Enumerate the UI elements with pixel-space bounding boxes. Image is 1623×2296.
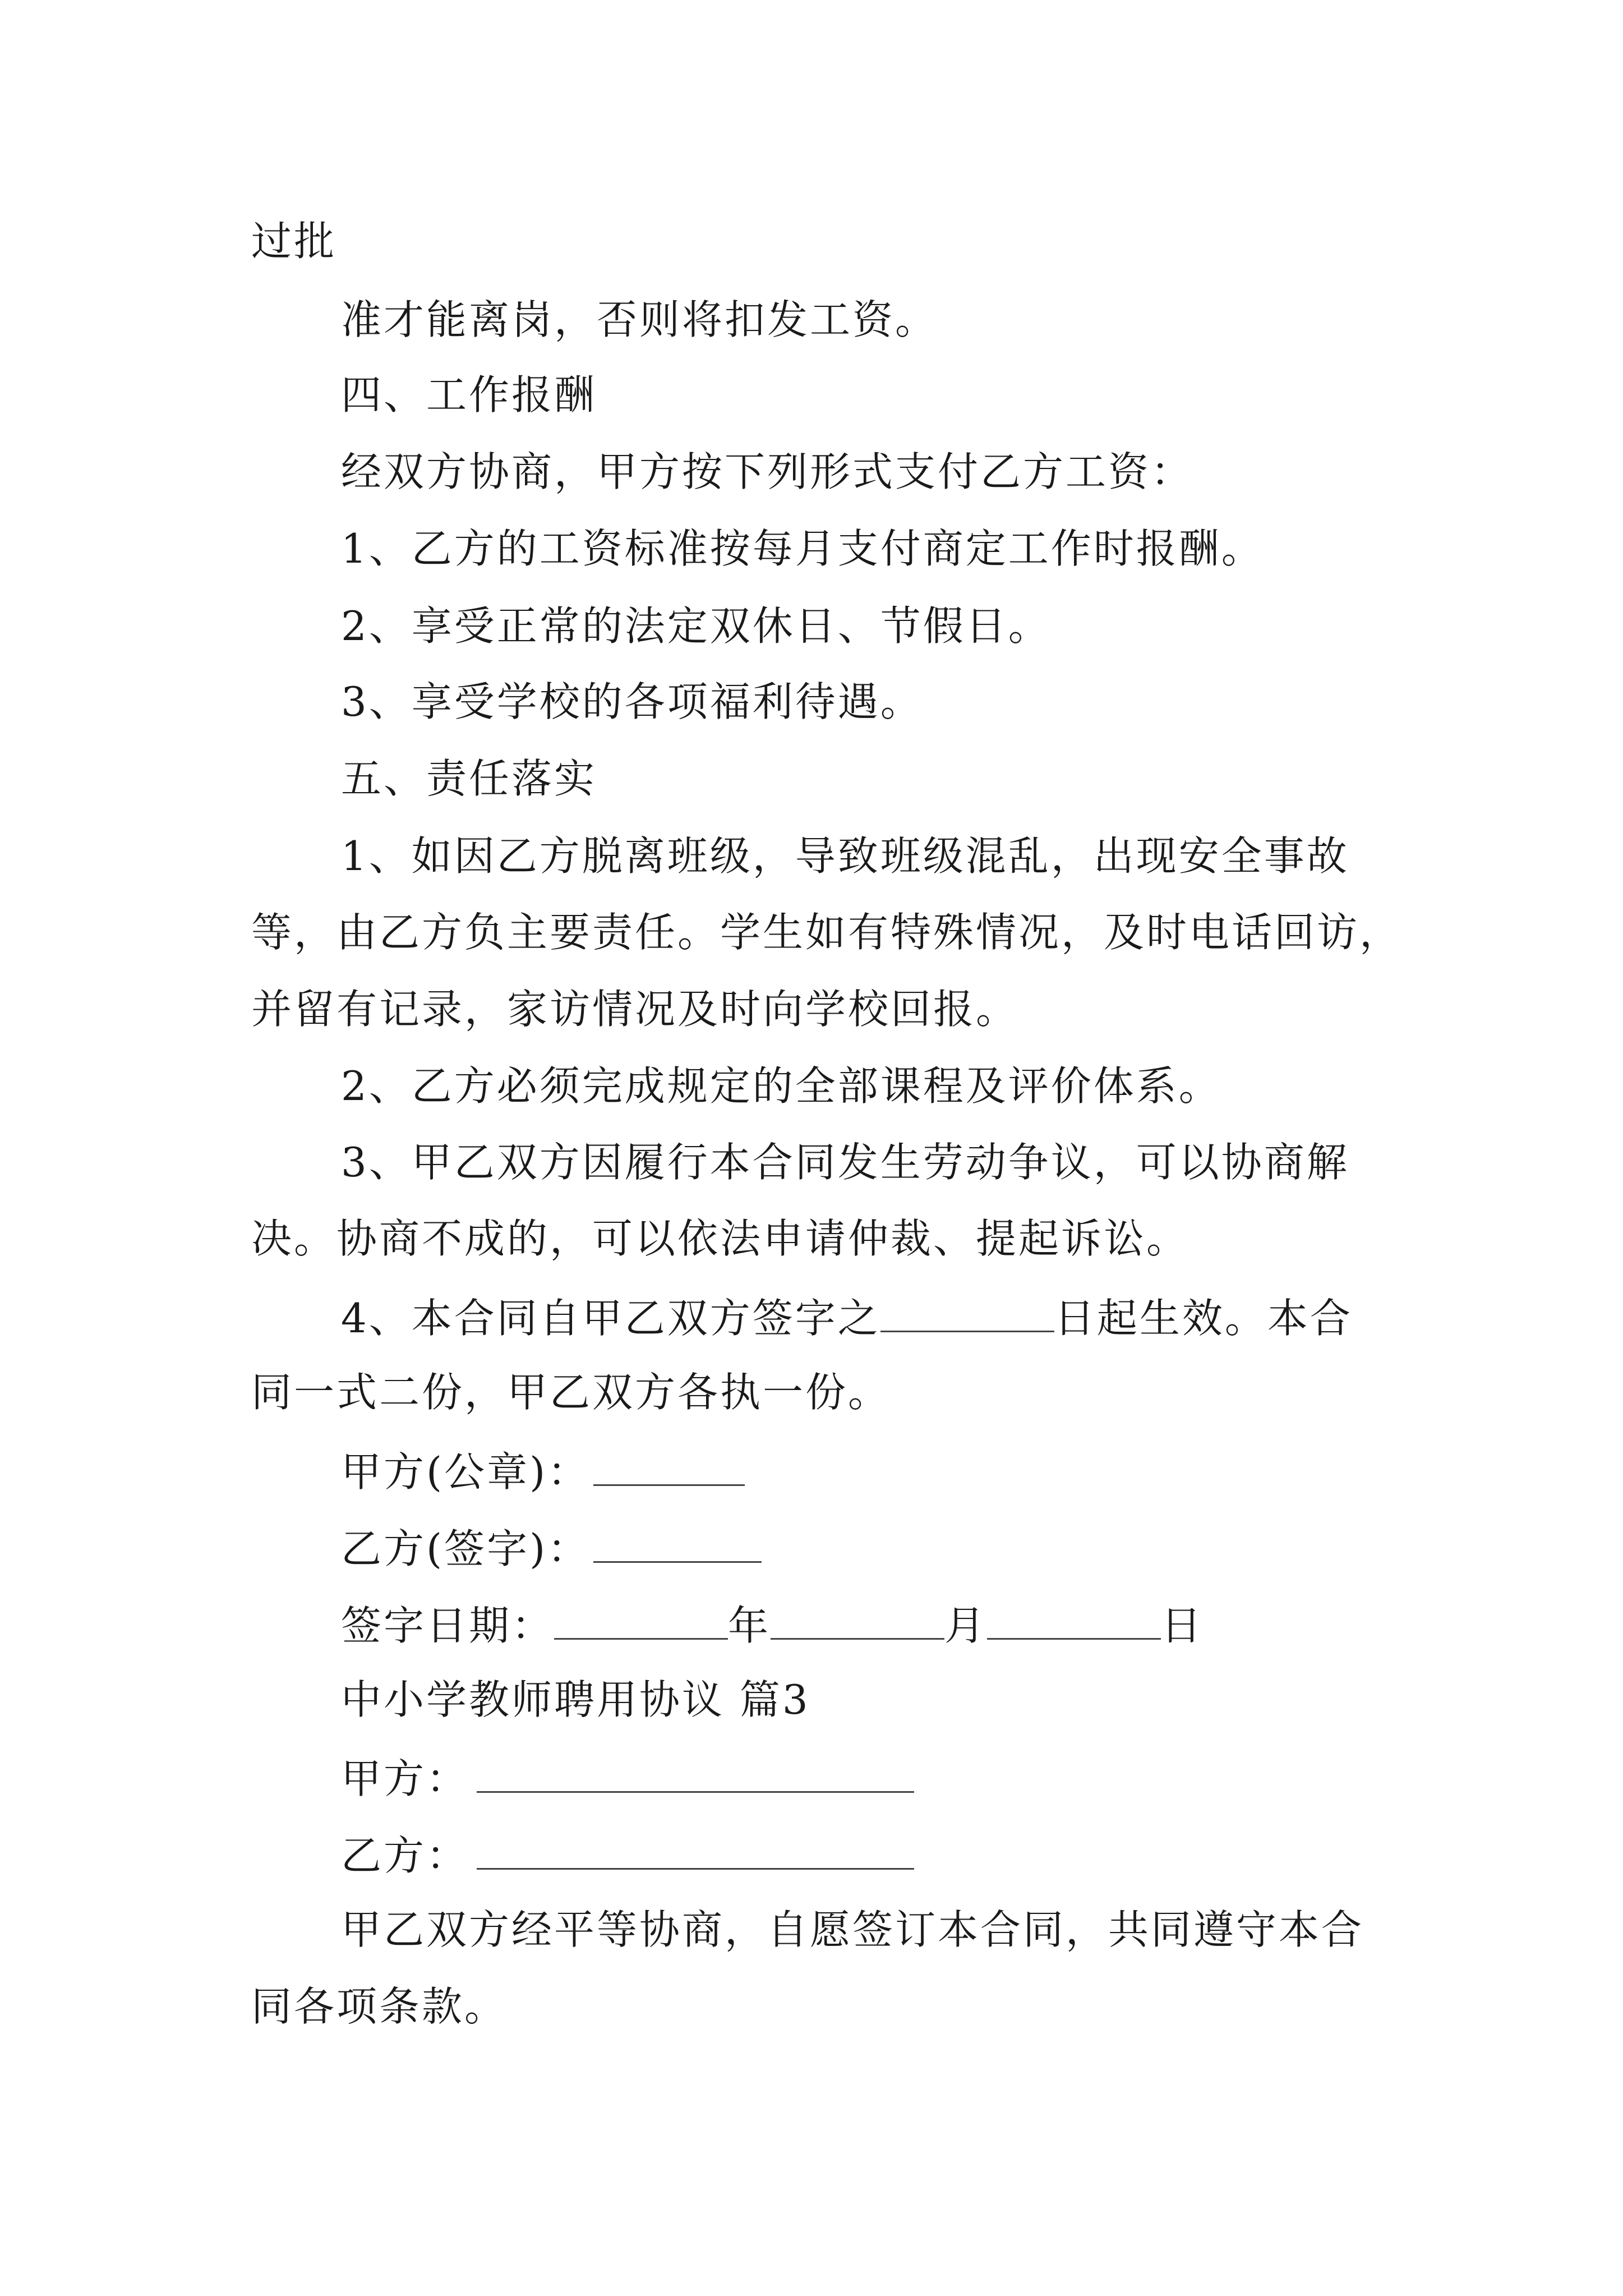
text-line: 准才能离岗，否则将扣发工资。 [341, 296, 938, 343]
effective-clause-after: 日起生效。本合 [1054, 1295, 1353, 1342]
effective-clause [341, 1295, 1353, 1342]
text-line: 同各项条款。 [251, 1983, 508, 2030]
text-line: 1、如因乙方脱离班级，导致班级混乱，出现安全事故 [341, 832, 1349, 880]
party-b-sign-label: 乙方(签字)： [341, 1525, 591, 1572]
text-line: 2、享受正常的法定双休日、节假日。 [341, 602, 1051, 650]
sign-date-line [341, 1602, 1204, 1649]
party-a-label: 甲方： [341, 1755, 469, 1802]
month-blank [771, 1603, 944, 1640]
section-heading: 五、责任落实 [341, 755, 597, 802]
text-line: 决。协商不成的，可以依法申请仲裁、提起诉讼。 [251, 1215, 1189, 1262]
party-a-seal-label: 甲方(公章)： [341, 1448, 591, 1496]
party-b-line [341, 1832, 914, 1879]
text-line: 1、乙方的工资标准按每月支付商定工作时报酬。 [341, 525, 1264, 572]
day-label: 日 [1161, 1602, 1204, 1649]
agreement-title: 中小学教师聘用协议 篇3 [341, 1676, 810, 1723]
text-line: 甲乙双方经平等协商，自愿签订本合同，共同遵守本合 [341, 1906, 1364, 1953]
text-line: 过批 [251, 218, 337, 265]
party-a-line [341, 1755, 914, 1802]
text-line: 等，由乙方负主要责任。学生如有特殊情况，及时电话回访， [251, 909, 1403, 956]
party-b-label: 乙方： [341, 1832, 469, 1879]
party-a-seal-blank [593, 1450, 745, 1486]
year-blank [554, 1603, 728, 1640]
text-line: 同一式二份，甲乙双方各执一份。 [251, 1369, 891, 1416]
section-heading: 四、工作报酬 [341, 371, 597, 418]
party-a-seal-line [341, 1448, 745, 1496]
text-line: 经双方协商，甲方按下列形式支付乙方工资： [341, 448, 1194, 495]
text-line: 3、享受学校的各项福利待遇。 [341, 678, 923, 725]
sign-date-label: 签字日期： [341, 1602, 555, 1649]
text-line: 3、甲乙双方因履行本合同发生劳动争议，可以协商解 [341, 1139, 1349, 1186]
month-label: 月 [944, 1602, 988, 1649]
text-line: 并留有记录，家访情况及时向学校回报。 [251, 986, 1019, 1033]
effective-clause-before: 4、本合同自甲乙双方签字之 [341, 1295, 880, 1342]
party-b-sign-blank [593, 1526, 762, 1563]
year-label: 年 [728, 1602, 771, 1649]
party-b-sign-line [341, 1525, 762, 1572]
party-a-blank [477, 1756, 914, 1793]
day-blank [987, 1603, 1161, 1640]
text-line: 2、乙方必须完成规定的全部课程及评价体系。 [341, 1062, 1221, 1110]
party-b-blank [477, 1833, 914, 1870]
date-blank [880, 1296, 1054, 1332]
